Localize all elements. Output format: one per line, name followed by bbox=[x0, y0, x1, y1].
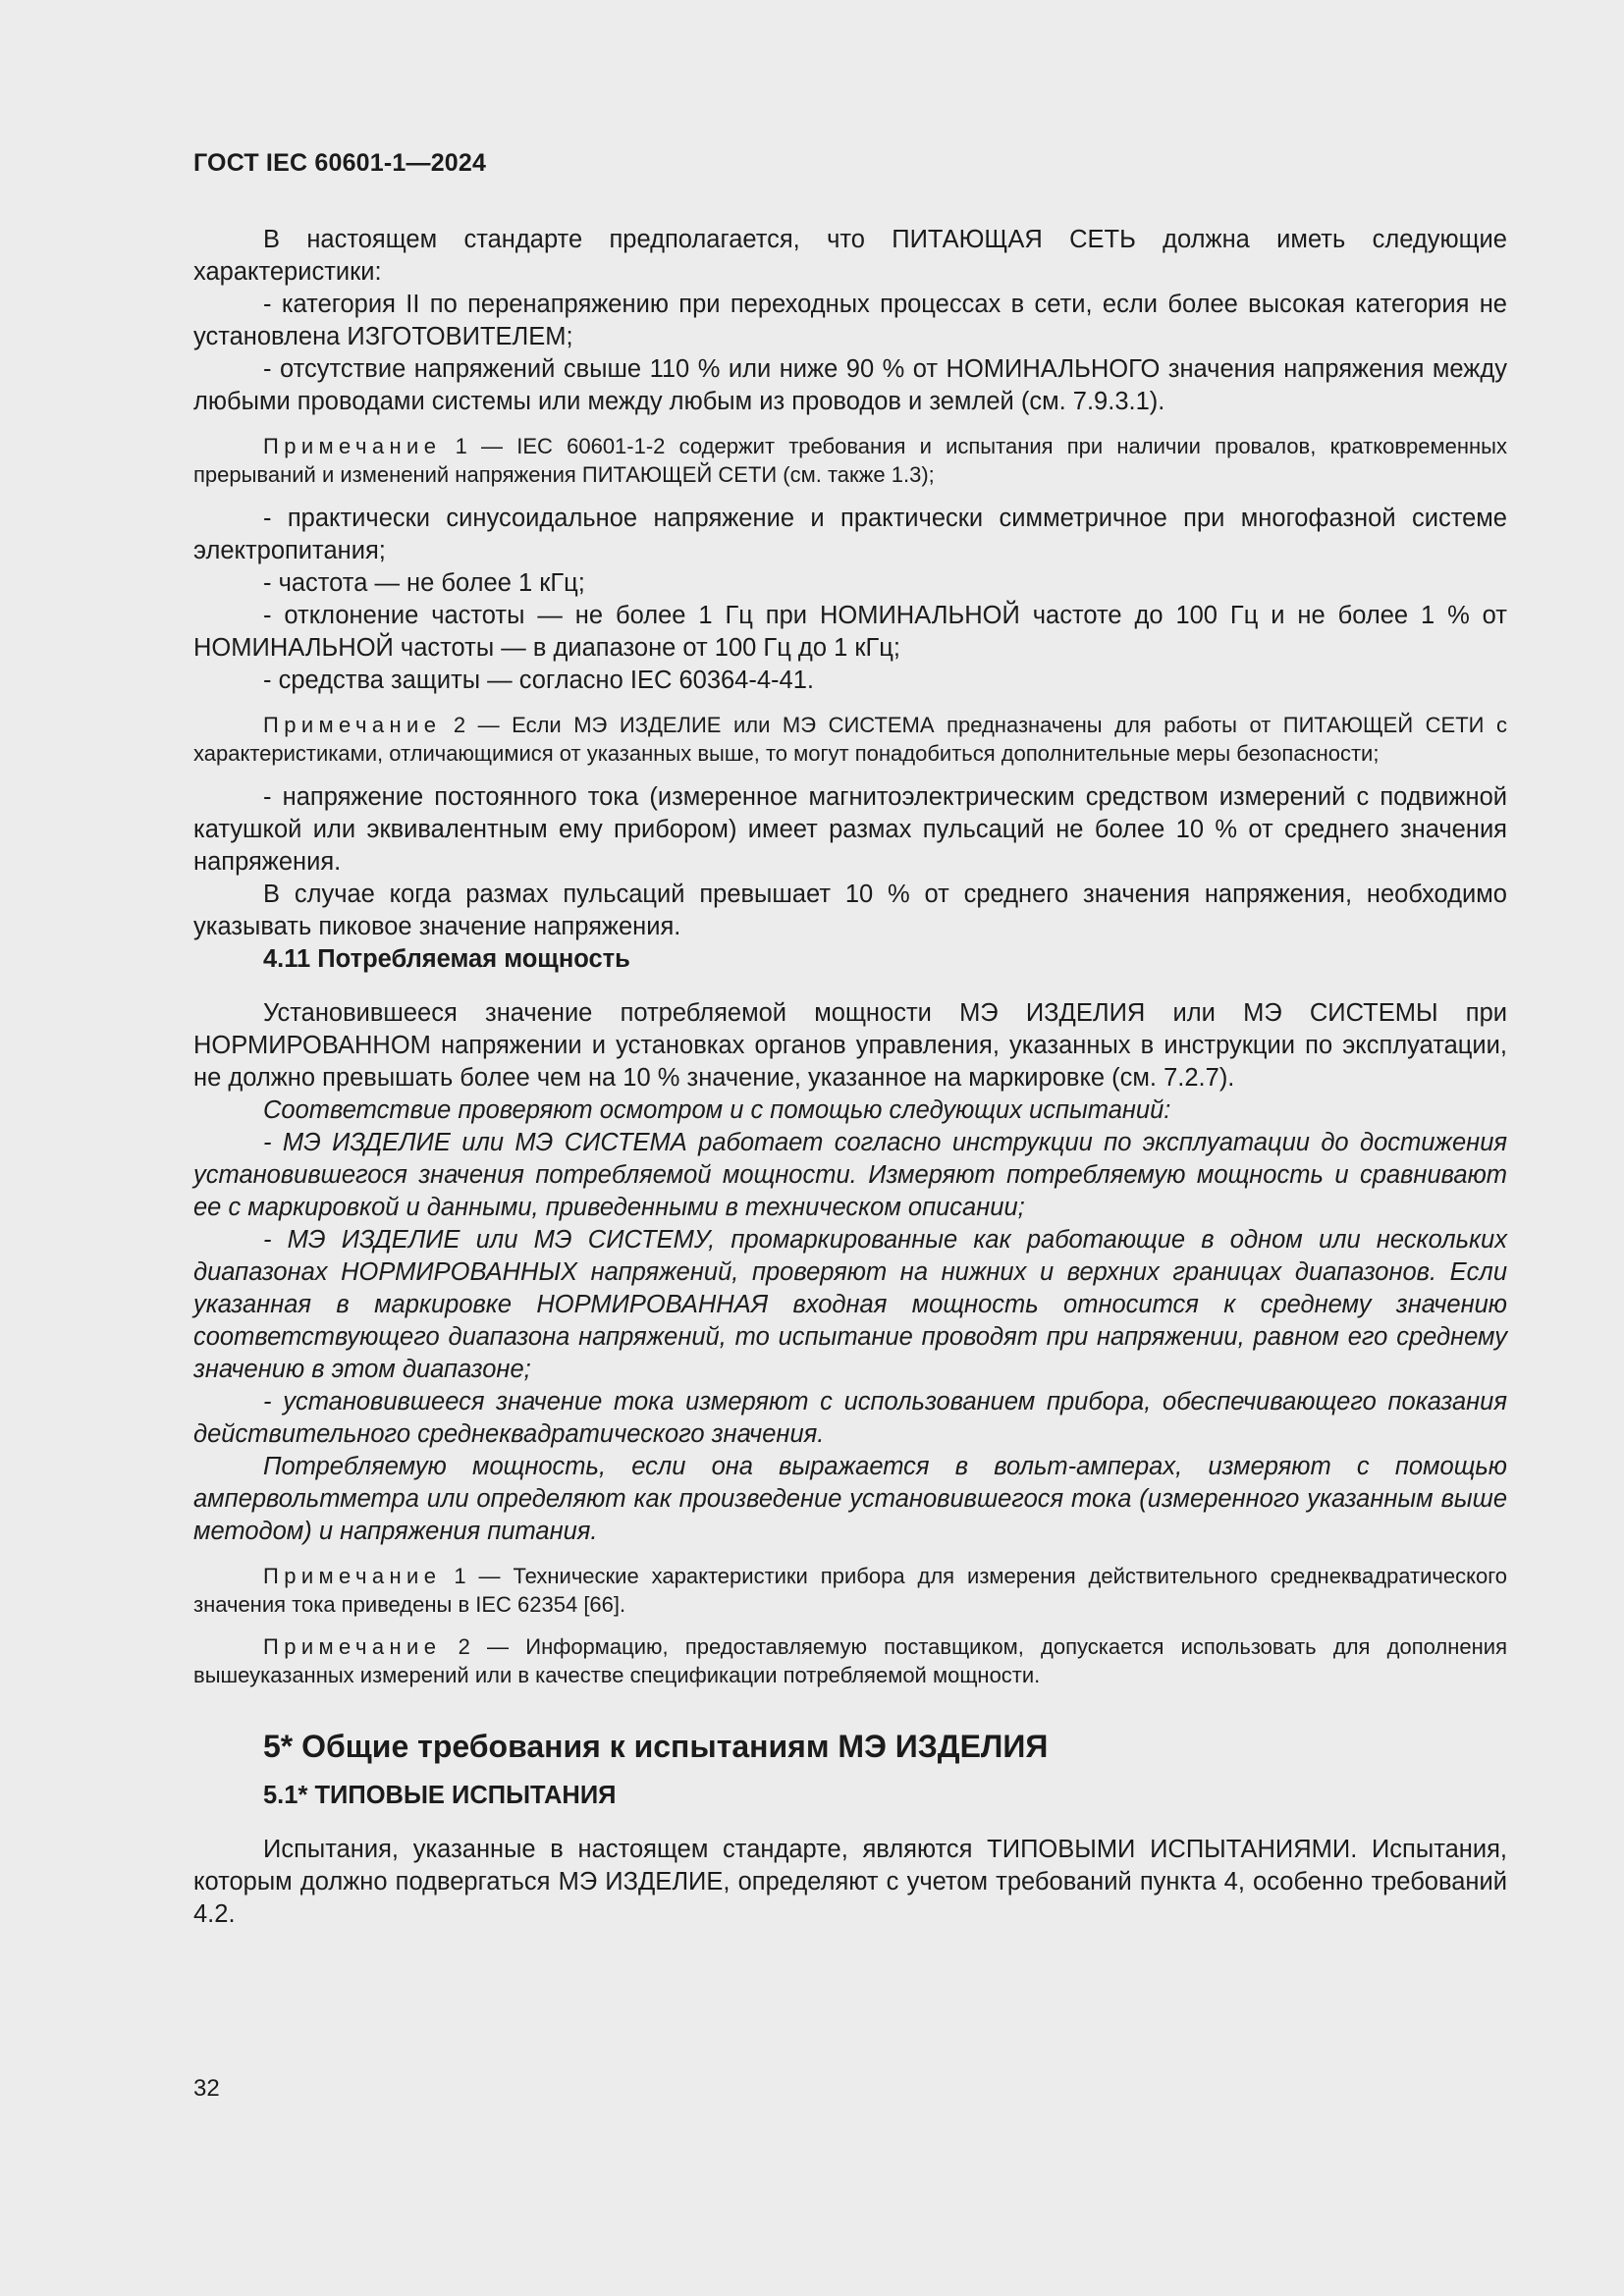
compliance-paragraph: Соответствие проверяют осмотром и с помощью следующих испытаний: bbox=[263, 1096, 1171, 1124]
note-label: Примечание bbox=[263, 1634, 442, 1659]
note-2 bbox=[193, 1632, 1507, 1689]
note-label: Примечание bbox=[263, 713, 442, 737]
section-5-1-paragraph: Испытания, указанные в настоящем стандарте, являются ТИПОВЫМИ ИСПЫТАНИЯМИ. Испытания, которым должно подвергаться МЭ ИЗДЕЛИЕ, определяют с учетом требований пункта 4, особенно требований 4.2. bbox=[193, 1836, 1507, 1928]
list-item: - практически синусоидальное напряжение и практически симметричное при многофазной системе электропитания; bbox=[193, 505, 1507, 564]
document-code-header: ГОСТ IEC 60601-1—2024 bbox=[193, 149, 487, 177]
note-2 bbox=[193, 711, 1507, 768]
page-body bbox=[193, 224, 1507, 1931]
note-label: Примечание bbox=[263, 1564, 442, 1588]
compliance-item: - МЭ ИЗДЕЛИЕ или МЭ СИСТЕМА работает согласно инструкции по эксплуатации до достижения установившегося значения потребляемой мощности. Измеряют потребляемую мощность и сравнивают ее с маркировкой и данными, приведенными в техническом описании; bbox=[193, 1129, 1507, 1221]
list-item: - отсутствие напряжений свыше 110 % или ниже 90 % от НОМИНАЛЬНОГО значения напряжения между любыми проводами системы или между любым из проводов и землей (см. 7.9.3.1). bbox=[193, 355, 1507, 415]
section-4-11-paragraph: Установившееся значение потребляемой мощности МЭ ИЗДЕЛИЯ или МЭ СИСТЕМЫ при НОРМИРОВАННОМ напряжении и установках органов управления, указанных в инструкции по эксплуатации, не должно превышать более чем на 10 % значение, указанное на маркировке (см. 7.2.7). bbox=[193, 999, 1507, 1092]
page-number: 32 bbox=[193, 2075, 220, 2102]
section-5-1-heading: 5.1* ТИПОВЫЕ ИСПЫТАНИЯ bbox=[263, 1782, 617, 1809]
list-item: - напряжение постоянного тока (измеренное магнитоэлектрическим средством измерений с подвижной катушкой или эквивалентным ему прибором) имеет размах пульсаций не более 10 % от среднего значения напряжения. bbox=[193, 783, 1507, 876]
intro-paragraph: В настоящем стандарте предполагается, что ПИТАЮЩАЯ СЕТЬ должна иметь следующие характеристики: bbox=[193, 226, 1507, 286]
ripple-paragraph: В случае когда размах пульсаций превышает 10 % от среднего значения напряжения, необходимо указывать пиковое значение напряжения. bbox=[193, 881, 1507, 940]
note-text: 2 — Если МЭ ИЗДЕЛИЕ или МЭ СИСТЕМА предназначены для работы от ПИТАЮЩЕЙ СЕТИ с характеристиками, отличающимися от указанных выше, то могут понадобиться дополнительные меры безопасности; bbox=[193, 713, 1507, 766]
note-1 bbox=[193, 432, 1507, 489]
note-label: Примечание bbox=[263, 434, 442, 458]
compliance-item: - установившееся значение тока измеряют с использованием прибора, обеспечивающего показания действительного среднеквадратического значения. bbox=[193, 1388, 1507, 1448]
compliance-paragraph: Потребляемую мощность, если она выражается в вольт-амперах, измеряют с помощью ампервольтметра или определяют как произведение установившегося тока (измеренного указанным выше методом) и напряжения питания. bbox=[193, 1453, 1507, 1545]
compliance-item: - МЭ ИЗДЕЛИЕ или МЭ СИСТЕМУ, промаркированные как работающие в одном или нескольких диапазонах НОРМИРОВАННЫХ напряжений, проверяют на нижних и верхних границах диапазонов. Если указанная в маркировке НОРМИРОВАННАЯ входная мощность относится к среднему значению соответствующего диапазона напряжений, то испытание проводят при напряжении, равном его среднему значению в этом диапазоне; bbox=[193, 1226, 1507, 1383]
list-item: - средства защиты — согласно IEC 60364-4-41. bbox=[263, 667, 814, 694]
list-item: - категория II по перенапряжению при переходных процессах в сети, если более высокая категория не установлена ИЗГОТОВИТЕЛЕМ; bbox=[193, 291, 1507, 350]
note-text: 1 — Технические характеристики прибора для измерения действительного среднеквадратического значения тока приведены в IEC 62354 [66]. bbox=[193, 1564, 1507, 1617]
section-5-heading: 5* Общие требования к испытаниям МЭ ИЗДЕЛИЯ bbox=[263, 1729, 1049, 1764]
note-text: 2 — Информацию, предоставляемую поставщиком, допускается использовать для дополнения вышеуказанных измерений или в качестве спецификации потребляемой мощности. bbox=[193, 1634, 1507, 1687]
section-4-11-heading: 4.11 Потребляемая мощность bbox=[263, 945, 630, 973]
list-item: - частота — не более 1 кГц; bbox=[263, 569, 585, 597]
list-item: - отклонение частоты — не более 1 Гц при НОМИНАЛЬНОЙ частоте до 100 Гц и не более 1 % от НОМИНАЛЬНОЙ частоты — в диапазоне от 100 Гц до 1 кГц; bbox=[193, 602, 1507, 662]
note-text: 1 — IEC 60601-1-2 содержит требования и испытания при наличии провалов, кратковременных прерываний и изменений напряжения ПИТАЮЩЕЙ СЕТИ (см. также 1.3); bbox=[193, 434, 1507, 487]
note-1 bbox=[193, 1562, 1507, 1619]
